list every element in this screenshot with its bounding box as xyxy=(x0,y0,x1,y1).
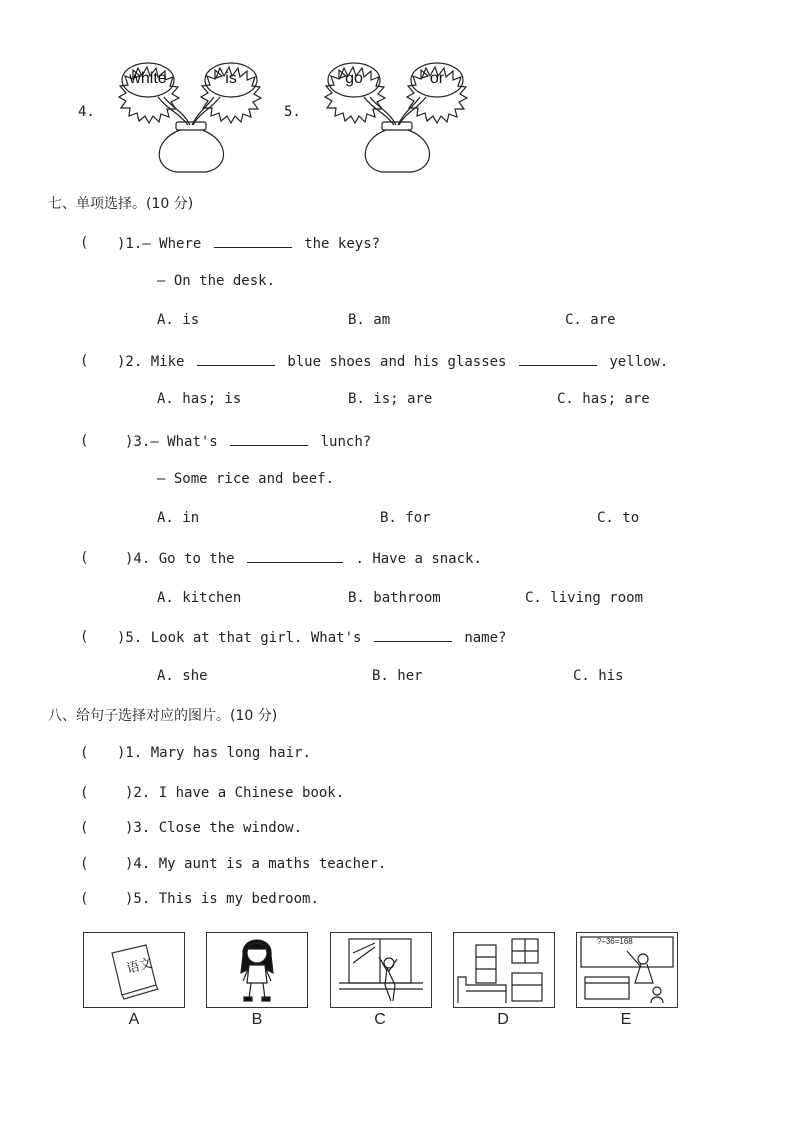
answer-paren-open[interactable]: ( xyxy=(80,891,89,907)
option-b: B. is; are xyxy=(348,391,433,407)
window-icon xyxy=(331,933,431,1007)
picture-label-b: B xyxy=(251,1011,263,1028)
option-b: B. for xyxy=(380,510,431,526)
book-cover-text: 语文 xyxy=(125,956,154,977)
question-1 xyxy=(117,235,380,252)
option-c: C. living room xyxy=(525,590,644,606)
question-5 xyxy=(117,629,506,646)
answer-blank[interactable] xyxy=(214,235,292,248)
question-middle: blue shoes and his glasses xyxy=(287,354,507,370)
match-item-1 xyxy=(117,745,311,761)
question-2 xyxy=(117,353,668,370)
match-item-3 xyxy=(125,820,302,836)
flower-exercise-5 xyxy=(284,50,484,180)
question-prefix: Look at that girl. What's xyxy=(150,630,362,646)
answer-blank[interactable] xyxy=(519,353,597,366)
option-c: C. his xyxy=(573,668,624,684)
option-b: B. am xyxy=(348,312,391,328)
question-suffix: lunch? xyxy=(320,434,372,450)
picture-label-e: E xyxy=(620,1011,632,1028)
exercise-number: 5. xyxy=(284,104,301,120)
answer-paren-open[interactable]: ( xyxy=(80,785,89,801)
picture-e-maths-teacher xyxy=(576,932,678,1008)
picture-c-close-window xyxy=(330,932,432,1008)
question-suffix: name? xyxy=(464,630,507,646)
option-b: B. bathroom xyxy=(348,590,441,606)
answer-paren-open[interactable]: ( xyxy=(80,629,89,645)
section-7-title: 七、单项选择。(10 分) xyxy=(48,196,194,212)
picture-label-c: C xyxy=(374,1011,386,1028)
flower-word-right: is xyxy=(225,70,237,87)
question-suffix: . Have a snack. xyxy=(355,551,482,567)
question-number: )2. xyxy=(117,354,143,370)
answer-blank[interactable] xyxy=(197,353,275,366)
question-number: )3. xyxy=(125,434,151,450)
option-a: A. is xyxy=(157,312,200,328)
question-prefix: — Where xyxy=(142,236,202,252)
question-prefix: Mike xyxy=(150,354,185,370)
answer-paren-open[interactable]: ( xyxy=(80,820,89,836)
match-item-5 xyxy=(125,891,319,907)
picture-d-bedroom xyxy=(453,932,555,1008)
question-3 xyxy=(125,433,371,450)
option-a: A. in xyxy=(157,510,200,526)
option-a: A. she xyxy=(157,668,208,684)
question-suffix: the keys? xyxy=(304,236,381,252)
item-text: Mary has long hair. xyxy=(150,745,311,761)
option-a: A. kitchen xyxy=(157,590,242,606)
question-number: )4. xyxy=(125,551,151,567)
item-text: My aunt is a maths teacher. xyxy=(158,856,387,872)
option-c: C. to xyxy=(597,510,640,526)
answer-blank[interactable] xyxy=(247,550,343,563)
picture-b-girl-long-hair xyxy=(206,932,308,1008)
flower-word-right: or xyxy=(429,70,445,87)
answer-line: — Some rice and beef. xyxy=(157,471,335,487)
match-item-2 xyxy=(125,785,344,801)
item-number: )5. xyxy=(125,891,151,907)
item-number: )1. xyxy=(117,745,143,761)
picture-a-chinese-book xyxy=(83,932,185,1008)
answer-paren-open[interactable]: ( xyxy=(80,745,89,761)
answer-blank[interactable] xyxy=(374,629,452,642)
question-suffix: yellow. xyxy=(609,354,669,370)
question-number: )1. xyxy=(117,236,143,252)
question-prefix: Go to the xyxy=(158,551,235,567)
option-c: C. are xyxy=(565,312,616,328)
item-text: I have a Chinese book. xyxy=(158,785,345,801)
option-c: C. has; are xyxy=(557,391,650,407)
item-number: )3. xyxy=(125,820,151,836)
question-number: )5. xyxy=(117,630,143,646)
answer-line: — On the desk. xyxy=(157,273,276,289)
item-text: This is my bedroom. xyxy=(158,891,319,907)
picture-label-d: D xyxy=(497,1011,509,1028)
answer-paren-open[interactable]: ( xyxy=(80,433,89,449)
flower-word-left: go xyxy=(345,70,363,87)
answer-paren-open[interactable]: ( xyxy=(80,353,89,369)
question-4 xyxy=(125,550,482,567)
item-number: )2. xyxy=(125,785,151,801)
question-prefix: — What's xyxy=(150,434,218,450)
exercise-number: 4. xyxy=(78,104,95,120)
picture-label-a: A xyxy=(128,1011,140,1028)
flower-word-left: white xyxy=(129,70,167,87)
match-item-4 xyxy=(125,856,386,872)
bedroom-icon xyxy=(454,933,554,1007)
answer-blank[interactable] xyxy=(230,433,308,446)
item-number: )4. xyxy=(125,856,151,872)
answer-paren-open[interactable]: ( xyxy=(80,550,89,566)
board-text: ?÷36=168 xyxy=(597,937,633,946)
option-b: B. her xyxy=(372,668,423,684)
option-a: A. has; is xyxy=(157,391,242,407)
flower-exercise-4 xyxy=(78,50,278,180)
girl-icon xyxy=(207,933,307,1007)
answer-paren-open[interactable]: ( xyxy=(80,235,89,251)
item-text: Close the window. xyxy=(158,820,303,836)
section-8-title: 八、给句子选择对应的图片。(10 分) xyxy=(48,708,278,724)
answer-paren-open[interactable]: ( xyxy=(80,856,89,872)
